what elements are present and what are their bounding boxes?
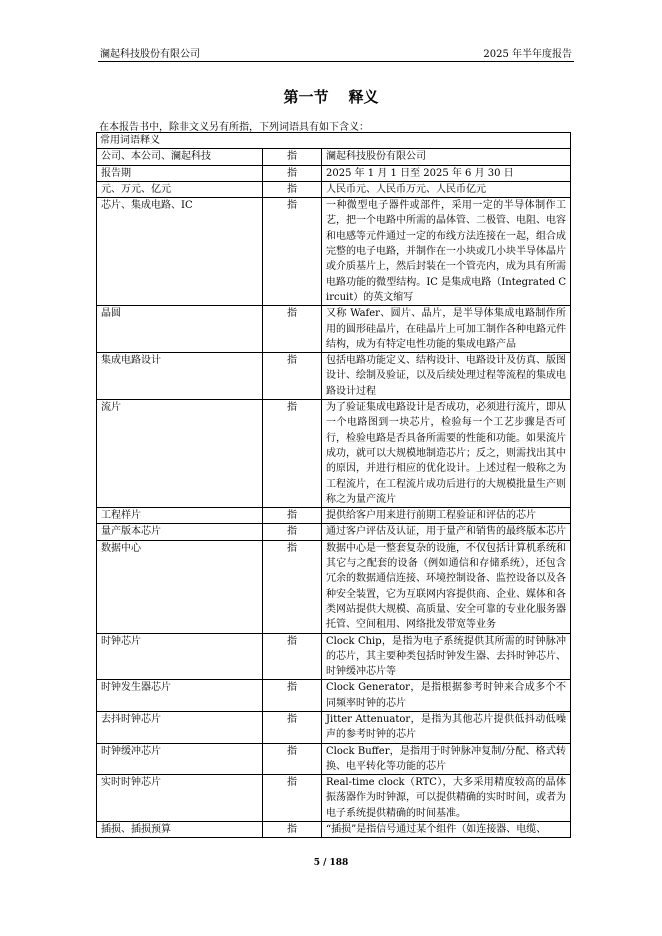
table-row [97, 149, 571, 165]
pointer-cell: 指 [263, 711, 322, 743]
table-row [97, 165, 571, 181]
table-row [97, 400, 571, 508]
table-row [97, 524, 571, 540]
term-cell: 去抖时钟芯片 [97, 711, 263, 743]
pointer-cell: 指 [263, 743, 322, 775]
term-cell: 晶圆 [97, 306, 263, 353]
pointer-cell: 指 [263, 633, 322, 680]
term-cell: 集成电路设计 [97, 353, 263, 400]
table-row [97, 306, 571, 353]
pointer-cell: 指 [263, 198, 322, 306]
term-cell: 时钟发生器芯片 [97, 680, 263, 712]
table-row [97, 775, 571, 822]
term-cell: 元、万元、亿元 [97, 181, 263, 197]
header-report-title: 2025 年半年度报告 [483, 49, 572, 60]
pointer-cell: 指 [263, 149, 322, 165]
pointer-cell: 指 [263, 680, 322, 712]
definition-cell: Clock Chip，是指为电子系统提供其所需的时钟脉冲的芯片，其主要种类包括时钟发生器、去抖时钟芯片、时钟缓冲芯片等 [322, 633, 571, 680]
table-row [97, 353, 571, 400]
header-divider [98, 61, 574, 62]
term-cell: 报告期 [97, 165, 263, 181]
table-row [97, 822, 571, 838]
pointer-cell: 指 [263, 822, 322, 838]
definitions-table [96, 132, 571, 838]
pointer-cell: 指 [263, 540, 322, 633]
pointer-cell: 指 [263, 181, 322, 197]
table-row [97, 508, 571, 524]
definition-cell: 一种微型电子器件或部件，采用一定的半导体制作工艺，把一个电路中所需的晶体管、二极管、电阻、电容和电感等元件通过一定的布线方法连接在一起，组合成完整的电子电路，并制作在一小块或几小块半导体晶片或介质基片上，然后封装在一个管壳内，成为具有所需电路功能的微型结构。IC 是集成电路（Integrated Circuit）的英文缩写 [322, 198, 571, 306]
term-cell: 时钟缓冲芯片 [97, 743, 263, 775]
intro-text: 在本报告书中，除非文义另有所指，下列词语具有如下含义： [99, 122, 369, 133]
definition-cell: “插损”是指信号通过某个组件（如连接器、电缆、 [322, 822, 571, 838]
section-number: 第一节 [283, 88, 329, 106]
definition-cell: Real-time clock（RTC），大多采用精度较高的晶体振荡器作为时钟源，可以提供精确的实时时间，或者为电子系统提供精确的时间基准。 [322, 775, 571, 822]
table-row [97, 680, 571, 712]
table-row [97, 198, 571, 306]
table-row [97, 540, 571, 633]
definition-cell: 人民币元、人民币万元、人民币亿元 [322, 181, 571, 197]
definition-cell: 2025 年 1 月 1 日至 2025 年 6 月 30 日 [322, 165, 571, 181]
term-cell: 流片 [97, 400, 263, 508]
definition-cell: 澜起科技股份有限公司 [322, 149, 571, 165]
table-row [97, 633, 571, 680]
term-cell: 芯片、集成电路、IC [97, 198, 263, 306]
term-cell: 插损、插损预算 [97, 822, 263, 838]
term-cell: 时钟芯片 [97, 633, 263, 680]
pointer-cell: 指 [263, 306, 322, 353]
table-row [97, 743, 571, 775]
term-cell: 实时时钟芯片 [97, 775, 263, 822]
term-cell: 公司、本公司、澜起科技 [97, 149, 263, 165]
term-cell: 工程样片 [97, 508, 263, 524]
definition-cell: Clock Generator，是指根据参考时钟来合成多个不同频率时钟的芯片 [322, 680, 571, 712]
pointer-cell: 指 [263, 775, 322, 822]
table-row [97, 181, 571, 197]
term-cell: 量产版本芯片 [97, 524, 263, 540]
definition-cell: 包括电路功能定义、结构设计、电路设计及仿真、版图设计、绘制及验证，以及后续处理过程等流程的集成电路设计过程 [322, 353, 571, 400]
definition-cell: Clock Buffer，是指用于时钟脉冲复制/分配、格式转换、电平转化等功能的芯片 [322, 743, 571, 775]
definitions-table-body [97, 133, 571, 838]
pointer-cell: 指 [263, 524, 322, 540]
pointer-cell: 指 [263, 508, 322, 524]
pointer-cell: 指 [263, 400, 322, 508]
definition-cell: 提供给客户用来进行前期工程验证和评估的芯片 [322, 508, 571, 524]
pointer-cell: 指 [263, 165, 322, 181]
table-row [97, 711, 571, 743]
definition-cell: 又称 Wafer、圆片、晶片，是半导体集成电路制作所用的圆形硅晶片，在硅晶片上可加工制作各种电路元件结构，成为有特定电性功能的集成电路产品 [322, 306, 571, 353]
table-caption: 常用词语释义 [97, 133, 571, 149]
section-name: 释义 [348, 88, 379, 106]
table-caption-row [97, 133, 571, 149]
section-title [0, 86, 662, 107]
header-company: 澜起科技股份有限公司 [100, 49, 200, 60]
page-number: 5 / 188 [313, 858, 349, 868]
definition-cell: 通过客户评估及认证，用于量产和销售的最终版本芯片 [322, 524, 571, 540]
term-cell: 数据中心 [97, 540, 263, 633]
definition-cell: 为了验证集成电路设计是否成功，必须进行流片，即从一个电路图到一块芯片，检验每一个工艺步骤是否可行，检验电路是否具备所需要的性能和功能。如果流片成功，就可以大规模地制造芯片；反之，则需找出其中的原因，并进行相应的优化设计。上述过程一般称之为工程流片，在工程流片成功后进行的大规模批量生产则称之为量产流片 [322, 400, 571, 508]
pointer-cell: 指 [263, 353, 322, 400]
definition-cell: Jitter Attenuator，是指为其他芯片提供低抖动低噪声的参考时钟的芯片 [322, 711, 571, 743]
definition-cell: 数据中心是一整套复杂的设施，不仅包括计算机系统和其它与之配套的设备（例如通信和存储系统），还包含冗余的数据通信连接、环境控制设备、监控设备以及各种安全装置，它为互联网内容提供商、企业、媒体和各类网站提供大规模、高质量、安全可靠的专业化服务器托管、空间租用、网络批发带宽等业务 [322, 540, 571, 633]
